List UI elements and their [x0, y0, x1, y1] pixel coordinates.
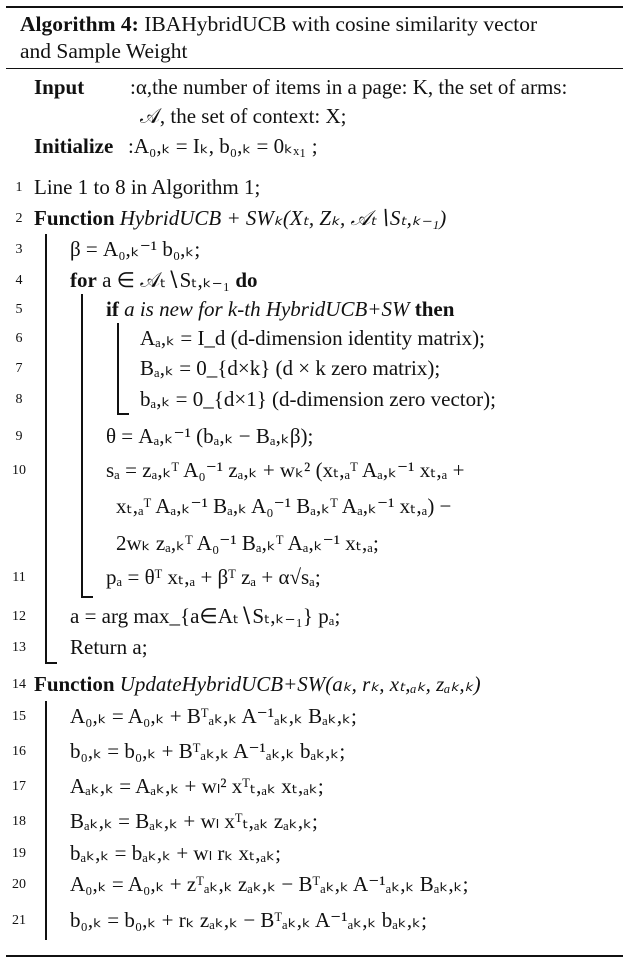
- line-text: a = arg max_{a∈Aₜ∖Sₜ,ₖ₋₁} pₐ;: [70, 604, 341, 628]
- initialize-line: [0, 131, 629, 162]
- for-condition: a ∈ 𝒜ₜ∖Sₜ,ₖ₋₁: [96, 268, 236, 292]
- line-text: A₀,ₖ = A₀,ₖ + Bᵀₐₖ,ₖ A⁻¹ₐₖ,ₖ Bₐₖ,ₖ;: [70, 704, 357, 728]
- line-number: 11: [12, 570, 26, 585]
- line-number: 15: [12, 709, 26, 724]
- algorithm-line: [0, 632, 629, 663]
- keyword-if: if: [106, 297, 119, 321]
- line-text: bₐ,ₖ = 0_{d×1} (d-dimension zero vector);: [140, 387, 496, 411]
- line-number: 18: [12, 814, 26, 829]
- line-number: 20: [12, 877, 26, 892]
- line-text: β = A₀,ₖ⁻¹ b₀,ₖ;: [70, 237, 201, 261]
- line-text: A₀,ₖ = A₀,ₖ + zᵀₐₖ,ₖ zₐₖ,ₖ − Bᵀₐₖ,ₖ A⁻¹ₐₖ,ₖ Bₐₖ,ₖ;: [70, 872, 469, 896]
- line-text: sₐ = zₐ,ₖᵀ A₀⁻¹ zₐ,ₖ + wₖ² (xₜ,ₐᵀ Aₐ,ₖ⁻¹ xₜ,ₐ +: [106, 458, 465, 482]
- algorithm-line: [0, 421, 629, 452]
- line-text: xₜ,ₐᵀ Aₐ,ₖ⁻¹ Bₐ,ₖ A₀⁻¹ Bₐ,ₖᵀ Aₐ,ₖ⁻¹ xₜ,ₐ) −: [116, 494, 452, 518]
- initialize-label: Initialize: [34, 134, 114, 158]
- if-block-end: [117, 413, 129, 415]
- line-text: Line 1 to 8 in Algorithm 1;: [34, 175, 261, 199]
- function-block-bar: [45, 234, 47, 663]
- bottom-rule: [6, 955, 623, 957]
- line-number: 9: [15, 429, 23, 444]
- algorithm-title-text: IBAHybridUCB with cosine similarity vector: [138, 12, 538, 36]
- line-number: 12: [12, 609, 26, 624]
- algorithm-line: [0, 838, 629, 869]
- line-number: 19: [12, 846, 26, 861]
- if-condition: a is new for k-th HybridUCB+SW: [118, 297, 415, 321]
- input-text: :α,the number of items in a page: K, the set of arms:: [130, 75, 568, 99]
- algorithm-line: [0, 771, 629, 802]
- line-number: 13: [12, 640, 26, 655]
- line-text: Aₐₖ,ₖ = Aₐₖ,ₖ + wₗ² xᵀₜ,ₐₖ xₜ,ₐₖ;: [70, 774, 324, 798]
- line-text: b₀,ₖ = b₀,ₖ + rₖ zₐₖ,ₖ − Bᵀₐₖ,ₖ A⁻¹ₐₖ,ₖ bₐₖ,ₖ;: [70, 908, 427, 932]
- function-block-end: [45, 662, 57, 664]
- line-text: b₀,ₖ = b₀,ₖ + Bᵀₐₖ,ₖ A⁻¹ₐₖ,ₖ bₐₖ,ₖ;: [70, 739, 346, 763]
- algorithm-line: [0, 905, 629, 936]
- line-number: 5: [15, 302, 23, 317]
- algorithm-line-continued: [0, 491, 629, 522]
- line-text: Aₐ,ₖ = I_d (d-dimension identity matrix);: [140, 326, 485, 350]
- for-block-end: [81, 596, 93, 598]
- line-text: Return a;: [70, 635, 148, 659]
- algorithm-line: [0, 353, 629, 384]
- algorithm-line-continued: [0, 528, 629, 559]
- line-text: pₐ = θᵀ xₜ,ₐ + βᵀ zₐ + α√sₐ;: [106, 565, 321, 589]
- algorithm-line: [0, 601, 629, 632]
- line-number: 17: [12, 779, 26, 794]
- algorithm-line: [0, 294, 629, 325]
- line-text: [106, 294, 454, 325]
- line-number: 6: [15, 331, 23, 346]
- keyword-function: Function: [34, 672, 115, 696]
- algorithm-line: [0, 806, 629, 837]
- algorithm-line: [0, 562, 629, 593]
- algorithm-line: [0, 701, 629, 732]
- line-number: 14: [12, 677, 26, 692]
- function-signature: HybridUCB + SWₖ(Xₜ, Zₖ, 𝒜ₜ∖Sₜ,ₖ₋₁): [114, 206, 447, 230]
- algorithm-line: [0, 323, 629, 354]
- line-text: Bₐ,ₖ = 0_{d×k} (d × k zero matrix);: [140, 356, 441, 380]
- initialize-text: :A₀,ₖ = Iₖ, b₀,ₖ = 0ₖₓ₁ ;: [128, 134, 318, 158]
- input-line-2: [0, 101, 629, 132]
- input-line: [0, 72, 629, 103]
- keyword-do: do: [235, 268, 258, 292]
- line-text: [70, 265, 258, 296]
- top-rule: [6, 6, 623, 8]
- keyword-function: Function: [34, 206, 115, 230]
- algorithm-line: [0, 172, 629, 203]
- line-number: 1: [15, 180, 23, 195]
- line-number: 16: [12, 744, 26, 759]
- algorithm-title: [20, 11, 620, 65]
- line-number: 3: [15, 242, 23, 257]
- input-label: Input: [34, 75, 85, 99]
- line-text: θ = Aₐ,ₖ⁻¹ (bₐ,ₖ − Bₐ,ₖβ);: [106, 424, 314, 448]
- line-number: 2: [15, 211, 23, 226]
- keyword-then: then: [414, 297, 455, 321]
- function-signature: UpdateHybridUCB+SW(aₖ, rₖ, xₜ,ₐₖ, zₐₖ,ₖ): [114, 672, 481, 696]
- input-text-2: 𝒜, the set of context: X;: [140, 104, 347, 128]
- line-number: 10: [12, 463, 26, 478]
- algorithm-line: [0, 203, 629, 234]
- line-text: [34, 203, 446, 234]
- algorithm-line: [0, 455, 629, 486]
- algorithm-label: Algorithm 4:: [20, 12, 139, 36]
- algorithm-line: [0, 265, 629, 296]
- line-text: [34, 669, 481, 700]
- algorithm-line: [0, 869, 629, 900]
- algorithm-line: [0, 669, 629, 700]
- update-function-block-bar: [45, 701, 47, 940]
- line-number: 4: [15, 273, 23, 288]
- algorithm-line: [0, 736, 629, 767]
- keyword-for: for: [70, 268, 97, 292]
- algorithm-line: [0, 384, 629, 415]
- line-text: 2wₖ zₐ,ₖᵀ A₀⁻¹ Bₐ,ₖᵀ Aₐ,ₖ⁻¹ xₜ,ₐ;: [116, 531, 379, 555]
- line-number: 8: [15, 392, 23, 407]
- line-text: bₐₖ,ₖ = bₐₖ,ₖ + wₗ rₖ xₜ,ₐₖ;: [70, 841, 281, 865]
- algorithm-line: [0, 234, 629, 265]
- algorithm-title-text-2: and Sample Weight: [20, 39, 188, 63]
- line-text: Bₐₖ,ₖ = Bₐₖ,ₖ + wₗ xᵀₜ,ₐₖ zₐₖ,ₖ;: [70, 809, 318, 833]
- title-rule: [6, 68, 623, 69]
- for-block-bar: [81, 294, 83, 597]
- line-number: 21: [12, 913, 26, 928]
- line-number: 7: [15, 361, 23, 376]
- if-block-bar: [117, 323, 119, 414]
